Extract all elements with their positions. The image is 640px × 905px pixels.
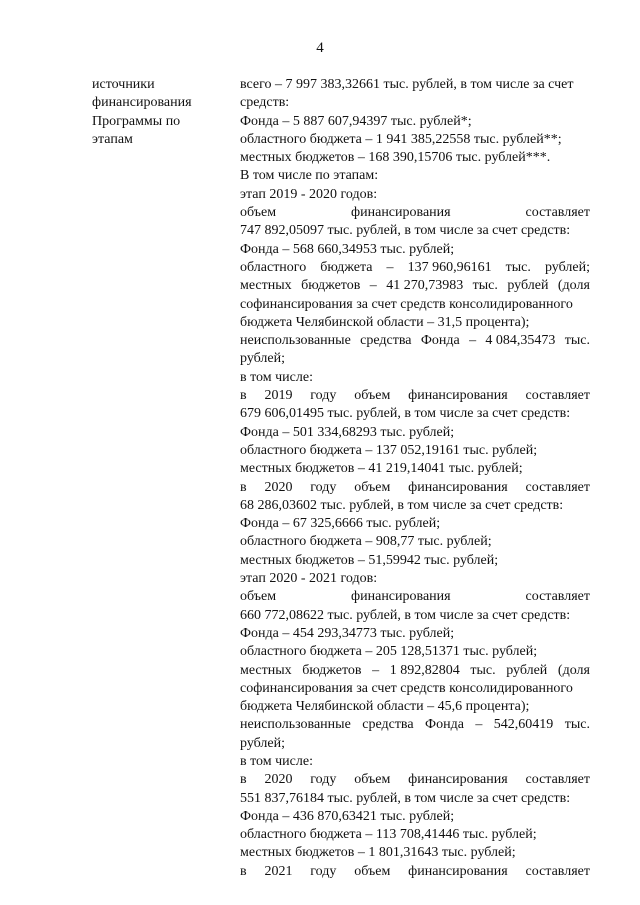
word: местных [240, 278, 292, 294]
word: в [240, 388, 247, 404]
text-line: рублей; [240, 351, 285, 367]
word: финансирования [351, 205, 451, 221]
text-line [240, 662, 590, 680]
page-number: 4 [316, 40, 324, 56]
word: 137 960,96161 [407, 259, 492, 275]
text-line [240, 771, 590, 789]
text-line: Фонда – 67 325,6666 тыс. рублей; [240, 516, 441, 532]
word: 2020 [264, 772, 293, 788]
word: тыс. [564, 333, 590, 349]
word: рублей; [544, 259, 590, 275]
text-line: областного бюджета – 113 708,41446 тыс. рублей; [240, 827, 537, 843]
word: областного [240, 259, 307, 275]
word: составляет [525, 205, 590, 221]
word: в [240, 772, 247, 788]
text-line: В том числе по этапам: [240, 168, 379, 184]
word: в [240, 863, 247, 879]
text-line: местных бюджетов – 168 390,15706 тыс. рублей***. [240, 150, 551, 166]
text-line [240, 716, 590, 734]
word: финансирования [408, 863, 508, 879]
text-line: бюджета Челябинской области – 45,6 процента); [240, 699, 530, 715]
word: составляет [525, 863, 590, 879]
text-line [240, 204, 590, 222]
text-line: софинансирования за счет средств консолидированного [240, 680, 573, 696]
text-line: Фонда – 5 887 607,94397 тыс. рублей*; [240, 113, 472, 129]
text-line: местных бюджетов – 51,59942 тыс. рублей; [240, 552, 499, 568]
word: тыс. [470, 662, 496, 678]
word: средства [362, 717, 414, 733]
text-line [240, 387, 590, 405]
word: в [240, 479, 247, 495]
word: объем [354, 772, 391, 788]
text-line: областного бюджета – 908,77 тыс. рублей; [240, 534, 492, 550]
text-line: 679 606,01495 тыс. рублей, в том числе за счет средств: [240, 406, 571, 422]
text-line: рублей; [240, 735, 285, 751]
text-line: 68 286,03602 тыс. рублей, в том числе за счет средств: [240, 497, 564, 513]
word: (доля [557, 662, 590, 678]
word: местных [240, 662, 292, 678]
label-line: этапам [92, 131, 133, 147]
word: – [372, 662, 380, 678]
word: Фонда [420, 333, 460, 349]
text-line: этап 2019 - 2020 годов: [240, 186, 378, 202]
text-line: областного бюджета – 137 052,19161 тыс. рублей; [240, 442, 538, 458]
text-line: 747 892,05097 тыс. рублей, в том числе за счет средств: [240, 223, 571, 239]
text-line: бюджета Челябинской области – 31,5 процента); [240, 314, 530, 330]
text-line: областного бюджета – 1 941 385,22558 тыс. рублей**; [240, 131, 562, 147]
word: составляет [525, 589, 590, 605]
word: – [469, 333, 477, 349]
word: финансирования [408, 772, 508, 788]
word: объем [354, 863, 391, 879]
text-line: Фонда – 568 660,34953 тыс. рублей; [240, 241, 455, 257]
text-line: местных бюджетов – 1 801,31643 тыс. рублей; [240, 845, 516, 861]
word: бюджета [320, 259, 373, 275]
word: Фонда [425, 717, 464, 733]
text-line: Фонда – 436 870,63421 тыс. рублей; [240, 808, 455, 824]
word: объем [354, 479, 391, 495]
word: 4 084,35473 [485, 333, 556, 349]
word: 2019 [264, 388, 293, 404]
text-line: всего – 7 997 383,32661 тыс. рублей, в том числе за счет [240, 77, 574, 92]
funding-text [240, 76, 590, 881]
text-line: этап 2020 - 2021 годов: [240, 571, 378, 587]
word: году [310, 479, 337, 495]
word: объем [354, 388, 391, 404]
text-line: местных бюджетов – 41 219,14041 тыс. рублей; [240, 461, 523, 477]
text-line: Фонда – 501 334,68293 тыс. рублей; [240, 424, 455, 440]
word: финансирования [408, 388, 508, 404]
text-line: в том числе: [240, 753, 313, 769]
word: финансирования [351, 589, 451, 605]
word: (доля [557, 278, 590, 294]
label-line: финансирования [92, 95, 192, 111]
word: средства [360, 333, 412, 349]
text-line [240, 277, 590, 295]
word: бюджетов [301, 278, 361, 294]
text-line [240, 332, 590, 350]
word: составляет [525, 388, 590, 404]
word: 2021 [264, 863, 293, 879]
word: объем [240, 205, 277, 221]
word: неиспользованные [240, 717, 351, 733]
text-line [240, 588, 590, 606]
word: неиспользованные [240, 333, 351, 349]
text-line: средств: [240, 95, 290, 111]
word: объем [240, 589, 277, 605]
word: финансирования [408, 479, 508, 495]
word: рублей [507, 278, 549, 294]
text-line: в том числе: [240, 369, 313, 385]
word: – [369, 278, 377, 294]
word: тыс. [472, 278, 498, 294]
word: тыс. [564, 717, 590, 733]
text-line: 551 837,76184 тыс. рублей, в том числе за счет средств: [240, 790, 571, 806]
text-line [240, 259, 590, 277]
word: 542,60419 [493, 717, 554, 733]
word: рублей [506, 662, 548, 678]
label-line: источники [92, 77, 155, 92]
word: 2020 [264, 479, 293, 495]
word: году [310, 772, 337, 788]
section-label [92, 76, 232, 149]
word: составляет [525, 479, 590, 495]
text-line [240, 863, 590, 881]
text-line: софинансирования за счет средств консолидированного [240, 296, 573, 312]
word: году [310, 388, 337, 404]
word: составляет [525, 772, 590, 788]
text-line: Фонда – 454 293,34773 тыс. рублей; [240, 625, 455, 641]
word: – [386, 259, 394, 275]
label-line: Программы по [92, 113, 181, 129]
word: году [310, 863, 337, 879]
text-line [240, 479, 590, 497]
word: бюджетов [302, 662, 362, 678]
word: тыс. [505, 259, 531, 275]
word: 1 892,82804 [389, 662, 460, 678]
text-line: областного бюджета – 205 128,51371 тыс. рублей; [240, 644, 538, 660]
text-line: 660 772,08622 тыс. рублей, в том числе за счет средств: [240, 607, 571, 623]
word: – [475, 717, 483, 733]
word: 41 270,73983 [386, 278, 464, 294]
